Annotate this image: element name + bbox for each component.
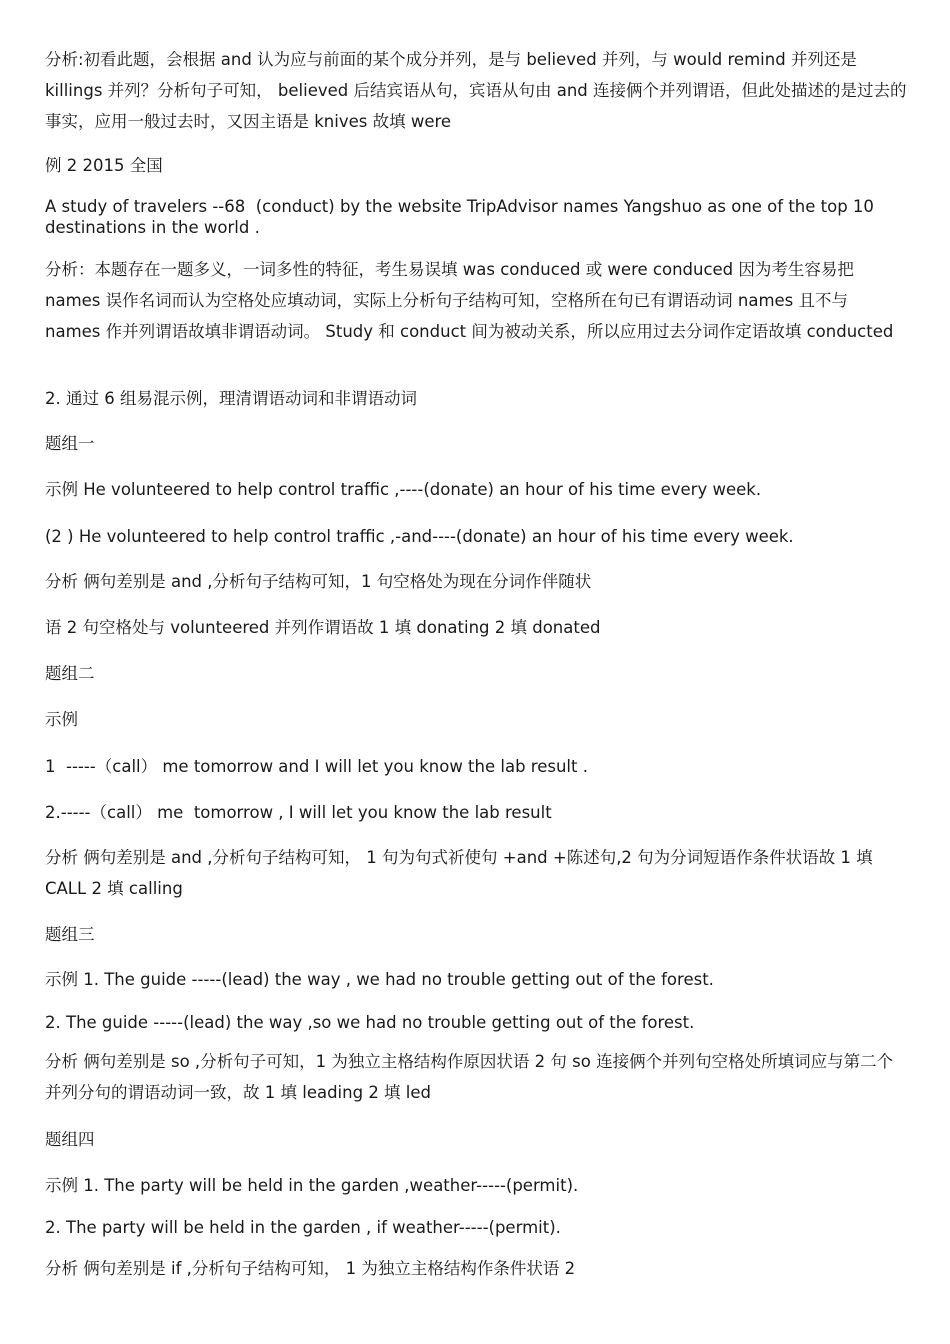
- group1-example-2: (2 ) He volunteered to help control traffic ,-and----(donate) an hour of his time every week.: [45, 527, 794, 546]
- group4-example-2: 2. The party will be held in the garden , if weather-----(permit).: [45, 1218, 561, 1237]
- analysis-paragraph-2: 分析：本题存在一题多义，一词多性的特征，考生易误填 was conduced 或 were conduced 因为考生容易把 names 误作名词而认为空格处应填动词，实际上分析句子结构可知，空格所在句已有谓语动词 names 且不与 names 作并列谓语故填非谓语动词。 Study 和 conduct 间为被动关系，所以应用过去分词作定语故填 conducted: [45, 260, 894, 341]
- group2-example-label: 示例: [45, 710, 78, 729]
- group-heading-3: 题组三: [45, 925, 95, 944]
- group3-analysis: 分析 俩句差别是 so ,分析句子可知，1 为独立主格结构作原因状语 2 句 so 连接俩个并列句空格处所填词应与第二个并列分句的谓语动词一致，故 1 填 leading 2 填 led: [45, 1052, 894, 1102]
- group2-example-1: 1 -----（call） me tomorrow and I will let you know the lab result .: [45, 757, 588, 776]
- analysis-paragraph-1: 分析:初看此题，会根据 and 认为应与前面的某个成分并列，是与 believed 并列，与 would remind 并列还是 killings 并列？分析句子可知， believed 后结宾语从句，宾语从句由 and 连接俩个并列谓语，但此处描述的是过去的事实，应用一般过去时，又因主语是 knives 故填 were: [45, 50, 907, 131]
- example-heading-2015: 例 2 2015 全国: [45, 156, 163, 175]
- group2-example-2: 2.-----（call） me tomorrow , I will let you know the lab result: [45, 803, 552, 822]
- group3-example-1: 示例 1. The guide -----(lead) the way , we had no trouble getting out of the forest.: [45, 970, 714, 989]
- section-heading-6-groups: 2. 通过 6 组易混示例，理清谓语动词和非谓语动词: [45, 389, 417, 408]
- group-heading-4: 题组四: [45, 1130, 95, 1149]
- group-heading-1: 题组一: [45, 434, 95, 453]
- group1-example-1: 示例 He volunteered to help control traffic ,----(donate) an hour of his time every week.: [45, 480, 762, 499]
- group3-example-2: 2. The guide -----(lead) the way ,so we had no trouble getting out of the forest.: [45, 1013, 695, 1032]
- group-heading-2: 题组二: [45, 664, 95, 683]
- group4-analysis: 分析 俩句差别是 if ,分析句子结构可知， 1 为独立主格结构作条件状语 2: [45, 1259, 576, 1278]
- group1-analysis-line-2: 语 2 句空格处与 volunteered 并列作谓语故 1 填 donating 2 填 donated: [45, 618, 601, 637]
- group2-analysis: 分析 俩句差别是 and ,分析句子结构可知， 1 句为句式祈使句 +and +陈述句,2 句为分词短语作条件状语故 1 填 CALL 2 填 calling: [45, 848, 878, 898]
- example-sentence-study: A study of travelers --68 (conduct) by the website TripAdvisor names Yangshuo as one of the top 10 destinations in the world .: [45, 197, 880, 237]
- group4-example-1: 示例 1. The party will be held in the garden ,weather-----(permit).: [45, 1176, 579, 1195]
- group1-analysis-line-1: 分析 俩句差别是 and ,分析句子结构可知，1 句空格处为现在分词作伴随状: [45, 572, 592, 591]
